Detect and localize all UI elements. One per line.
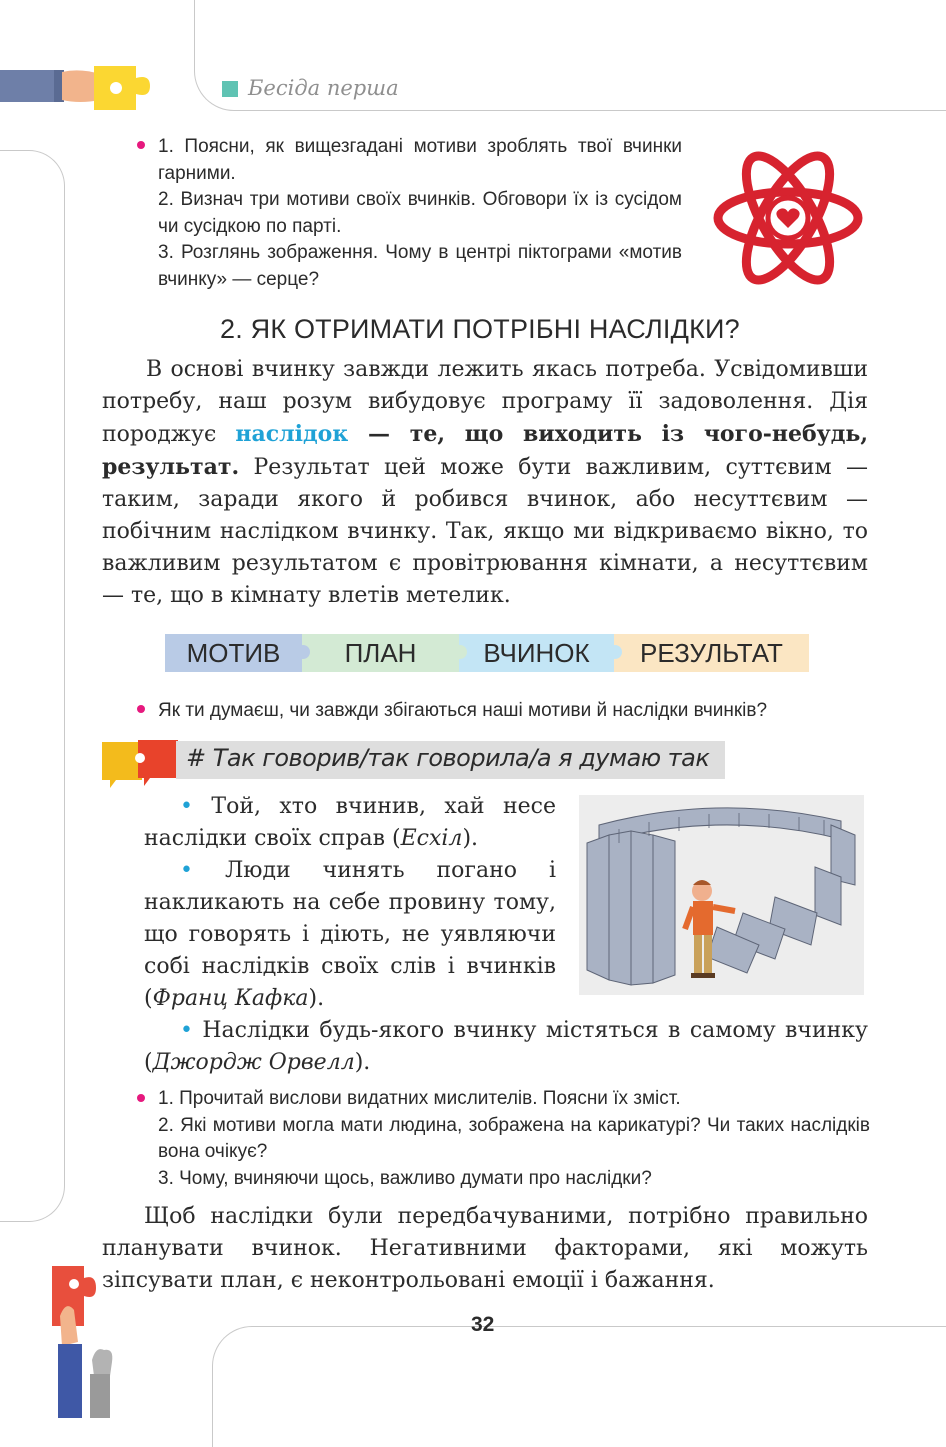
question-bullet — [137, 705, 145, 713]
term-definition: — те, що виходить із чого-небудь, результат. — [102, 421, 868, 480]
header-section-label: Бесіда перша — [248, 76, 399, 100]
puzzle-knob — [453, 645, 467, 659]
task-item: 1. Прочитай вислови видатних мислителів. Поясни їх зміст. — [158, 1088, 681, 1109]
question-text: Як ти думаєш, чи завжди збігаються наші мотиви й наслідки вчинків? — [158, 700, 768, 721]
header-marker — [222, 81, 238, 97]
chain-item-plan: ПЛАН — [302, 634, 459, 672]
task-item: 1. Поясни, як вищезгадані мотиви зроблять твої вчинки гарними. — [158, 136, 682, 184]
quote-item: • Люди чинять погано і накликають на себе провину тому, що говорять і діють, не уявляючи собі наслідків своїх слів і вчинків (Франц Кафка). — [144, 858, 556, 1011]
task-item: 2. Визнач три мотиви своїх вчинків. Обговори їх із сусідом чи сусідкою по парті. — [158, 189, 682, 237]
raised-hands-icon — [44, 1266, 124, 1418]
page-frame-bottom — [212, 1326, 946, 1447]
hand-puzzle-icon — [0, 60, 160, 120]
quote-bullet: • — [180, 1018, 203, 1043]
speech-bubbles-icon — [102, 736, 182, 788]
term-highlight: наслідок — [235, 421, 349, 447]
atom-heart-icon — [712, 136, 864, 300]
quote-author: Франц Кафка — [152, 986, 309, 1011]
quote-author: Джордж Орвелл — [152, 1050, 355, 1075]
quote-heading: # Так говорив/так говорила/а я думаю так — [186, 744, 710, 772]
task-bullet — [137, 1094, 145, 1102]
puzzle-knob — [296, 645, 310, 659]
puzzle-knob — [608, 645, 622, 659]
paragraph-main — [102, 354, 868, 612]
quote-bullet: • — [180, 858, 225, 883]
quote-item: • Наслідки будь-якого вчинку містяться в самому вчинку (Джордж Орвелл). — [144, 1018, 868, 1075]
chain-item-result: РЕЗУЛЬТАТ — [614, 634, 809, 672]
task-item: 3. Розглянь зображення. Чому в центрі піктограми «мотив вчинку» — серце? — [158, 242, 682, 290]
quote-author: Есхіл — [400, 826, 463, 851]
task-item: 3. Чому, вчиняючи щось, важливо думати про наслідки? — [158, 1167, 652, 1189]
page-number: 32 — [471, 1313, 495, 1336]
page-frame-left — [0, 150, 65, 1222]
task-list-bottom — [158, 1086, 870, 1192]
chain-item-motive: МОТИВ — [165, 634, 302, 672]
paragraph-text: Результат цей може бути важливим, суттєвим — таким, заради якого й робився вчинок, або несуттєвим — побічним наслідком вчинку. Так, якщо ми відкриваємо вікно, то важливим результатом є провітрювання кімнати, а несуттєвим — те, що в кімнату влетів метелик. — [102, 455, 868, 608]
paragraph-closing: Щоб наслідки були передбачуваними, потрібно правильно планувати вчинок. Негативними факторами, які можуть зіпсувати план, є неконтрольовані емоції і бажання. — [102, 1204, 868, 1293]
task-item: 2. Які мотиви могла мати людина, зображена на карикатурі? Чи таких наслідків вона очікує? — [158, 1114, 870, 1162]
section-title: 2. ЯК ОТРИМАТИ ПОТРІБНІ НАСЛІДКИ? — [220, 314, 740, 344]
task-bullet — [137, 141, 145, 149]
quote-bullet: • — [180, 794, 212, 819]
quote-item: • Той, хто вчинив, хай несе наслідки своїх справ (Есхіл). — [144, 794, 556, 851]
task-list-top — [158, 134, 682, 293]
chain-item-action: ВЧИНОК — [459, 634, 614, 672]
paragraph-text: В основі вчинку завжди лежить якась потреба. Усвідомивши потребу, наш розум вибудовує програму її задоволення. Дія породжує — [102, 357, 868, 447]
domino-cartoon-image — [579, 795, 864, 995]
